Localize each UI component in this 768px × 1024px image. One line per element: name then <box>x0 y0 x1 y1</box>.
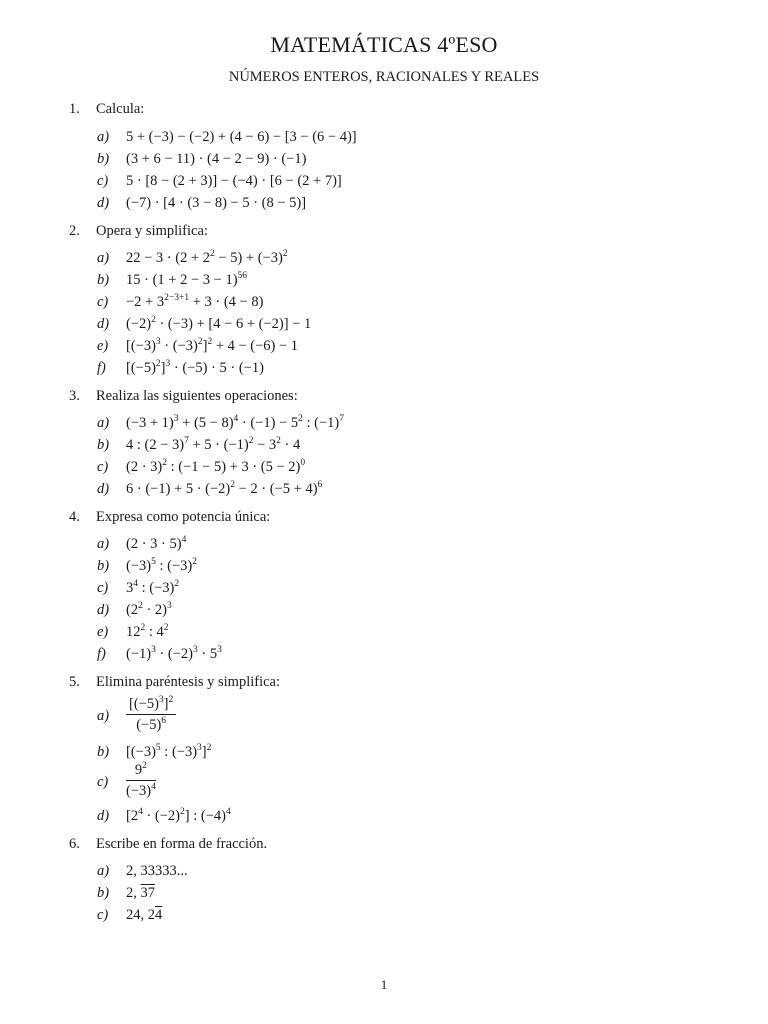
exponent: 7 <box>339 414 344 424</box>
math-expression: 2, 37 <box>126 885 155 901</box>
math-expression: $[2^4 \cdot (-2)^2]$ : $(-4)^4$ <box>126 807 231 824</box>
exponent: 2 <box>248 436 254 446</box>
exponent: 3 <box>193 645 198 655</box>
exponent: 3 <box>167 601 172 611</box>
exponent: 3 <box>217 645 222 655</box>
question-4 <box>69 509 270 526</box>
question-text: Opera y simplifica: <box>96 223 208 239</box>
item-label: c) <box>97 580 109 596</box>
math-expression: 5 · [8 − (2 + 3)] − (−4) · [6 − (2 + 7)] <box>126 173 342 189</box>
math-expression: $(2 \cdot 3)^2$ : $(-1 - 5) + 3 \cdot (5 - 2)^0$ <box>126 458 306 475</box>
math-expression: (−7) · [4 · (3 − 8) − 5 · (8 − 5)] <box>126 195 307 211</box>
item-label: d) <box>97 316 110 332</box>
exponent: 2 <box>168 695 174 705</box>
exponent: 56 <box>237 271 248 281</box>
exponent: 2−3+1 <box>164 293 190 303</box>
item-label: e) <box>97 338 109 354</box>
exponent: 4 <box>181 535 187 545</box>
item-label: a) <box>97 863 110 879</box>
question-text: Elimina paréntesis y simplifica: <box>96 674 281 690</box>
question-number: 5. <box>69 674 80 690</box>
page-title: MATEMÁTICAS 4ºESO <box>270 32 498 57</box>
exponent: 4 <box>225 807 231 817</box>
question-text: Realiza las siguientes operaciones: <box>96 388 298 404</box>
math-expression: $15 \cdot (1 + 2 - 3 - 1)^{56}$ <box>126 271 248 288</box>
page-number: 1 <box>380 977 388 992</box>
math-expression: $(2^2 \cdot 2)^3$ <box>126 601 172 618</box>
item-label: f) <box>97 646 106 662</box>
exponent: 2 <box>230 480 236 490</box>
question-number: 4. <box>69 509 80 525</box>
exponent: 5 <box>151 557 156 567</box>
exponent: 2 <box>192 557 197 567</box>
exponent: 5 <box>155 743 161 753</box>
exponent: 3 <box>158 695 164 705</box>
item-label: f) <box>97 360 106 376</box>
exponent: 3 <box>197 743 202 753</box>
exponent: 2 <box>282 249 288 259</box>
exponent: 4 <box>138 807 143 817</box>
math-expression: (3 + 6 − 11) · (4 − 2 − 9) · (−1) <box>126 151 307 167</box>
item-label: c) <box>97 173 109 189</box>
exponent: 6 <box>161 716 167 726</box>
exponent: 2 <box>142 761 147 771</box>
fraction-denominator: $(-3)^4$ <box>126 782 156 799</box>
item-label: a) <box>97 129 110 145</box>
item-label: c) <box>97 774 109 790</box>
math-expression: $(-2)^2 \cdot (-3) + [4 - 6 + (-2)] - 1$ <box>126 315 312 332</box>
math-expression: $(-1)^3 \cdot (-2)^3 \cdot 5^3$ <box>126 645 222 662</box>
exponent: 4 <box>151 782 156 792</box>
question-number: 1. <box>69 101 80 117</box>
item-label: b) <box>97 744 110 760</box>
item-label: b) <box>97 885 110 901</box>
math-expression: $(2 \cdot 3 \cdot 5)^4$ <box>126 535 187 552</box>
item-label: a) <box>97 708 110 724</box>
exponent: 2 <box>298 414 303 424</box>
math-expression: $(-3)^5$ : $(-3)^2$ <box>126 557 197 574</box>
math-expression: [$(-3)^5$ : $(-3)^3]^2$ <box>126 743 212 760</box>
question-1 <box>69 101 144 118</box>
item-label: c) <box>97 294 109 310</box>
exponent: 4 <box>233 414 239 424</box>
exponent: 3 <box>155 337 161 347</box>
page-subtitle: NÚMEROS ENTEROS, RACIONALES Y REALES <box>228 69 540 85</box>
exponent: 2 <box>151 315 156 325</box>
math-expression: 24, 24 <box>126 907 163 923</box>
item-label: b) <box>97 558 110 574</box>
fraction <box>126 695 176 734</box>
item-label: d) <box>97 481 110 497</box>
math-expression: $(-3 + 1)^3 + (5 - 8)^4 \cdot (-1) - 5^2$ : $(-1)^7$ <box>126 414 344 431</box>
math-expression: $[(-5)^2]^3 \cdot (-5) \cdot 5 \cdot (-1)$ <box>126 359 264 376</box>
exponent: 2 <box>210 249 215 259</box>
question-number: 6. <box>69 836 80 852</box>
item-label: b) <box>97 437 110 453</box>
math-expression: $22 - 3 \cdot (2 + 2^2 - 5) + (-3)^2$ <box>126 249 288 266</box>
repeating-digits: 4 <box>155 907 163 923</box>
exponent: 2 <box>180 807 185 817</box>
exponent: 3 <box>165 359 171 369</box>
question-6 <box>69 836 267 853</box>
exponent: 2 <box>276 436 281 446</box>
fraction <box>126 761 156 800</box>
math-expression: 2, 33333... <box>126 863 188 879</box>
exponent: 4 <box>133 579 138 589</box>
math-expression: $12^2$ : $4^2$ <box>126 623 169 640</box>
item-label: d) <box>97 808 110 824</box>
math-expression: 5 + (−3) − (−2) + (4 − 6) − [3 − (6 − 4)] <box>126 129 357 145</box>
math-expression: $-2 + 3^{2-3+1} + 3 \cdot (4 - 8)$ <box>126 293 264 310</box>
exponent: 2 <box>163 623 169 633</box>
repeating-digits: 37 <box>140 885 155 901</box>
item-label: b) <box>97 272 110 288</box>
fraction-denominator: $(-5)^6$ <box>136 716 167 733</box>
item-label: c) <box>97 459 109 475</box>
fraction-numerator: $[(-5)^3]^2$ <box>126 695 176 715</box>
question-2 <box>69 223 208 240</box>
item-label: d) <box>97 195 110 211</box>
exponent: 2 <box>197 337 203 347</box>
exponent: 6 <box>317 480 323 490</box>
fraction-numerator: $9^2$ <box>126 761 156 781</box>
question-3 <box>69 388 298 405</box>
math-expression: 4 : $(2 - 3)^7 + 5 \cdot (-1)^2 - 3^2 \cdot 4$ <box>126 436 301 453</box>
exponent: 2 <box>138 601 143 611</box>
math-expression: $[(-3)^3 \cdot (-3)^2]^2 + 4 - (-6) - 1$ <box>126 337 299 354</box>
exponent: 2 <box>206 743 212 753</box>
exponent: 2 <box>207 337 213 347</box>
question-text: Calcula: <box>96 101 145 117</box>
question-5 <box>69 674 280 691</box>
exponent: 2 <box>155 359 161 369</box>
item-label: d) <box>97 602 110 618</box>
item-label: a) <box>97 536 110 552</box>
item-label: a) <box>97 250 110 266</box>
exponent: 2 <box>162 458 167 468</box>
math-expression: $3^4$ : $(-3)^2$ <box>126 579 180 596</box>
question-number: 2. <box>69 223 80 239</box>
math-expression: $6 \cdot (-1) + 5 \cdot (-2)^2 - 2 \cdot (-5 + 4)^6$ <box>126 480 323 497</box>
exponent: 7 <box>184 436 189 446</box>
question-text: Expresa como potencia única: <box>96 509 271 525</box>
item-label: e) <box>97 624 109 640</box>
item-label: a) <box>97 415 110 431</box>
exponent: 2 <box>140 623 146 633</box>
question-text: Escribe en forma de fracción. <box>96 836 268 852</box>
exponent: 0 <box>300 458 306 468</box>
exponent: 3 <box>173 414 179 424</box>
exponent: 3 <box>151 645 156 655</box>
exponent: 2 <box>174 579 180 589</box>
item-label: c) <box>97 907 109 923</box>
item-label: b) <box>97 151 110 167</box>
question-number: 3. <box>69 388 80 404</box>
